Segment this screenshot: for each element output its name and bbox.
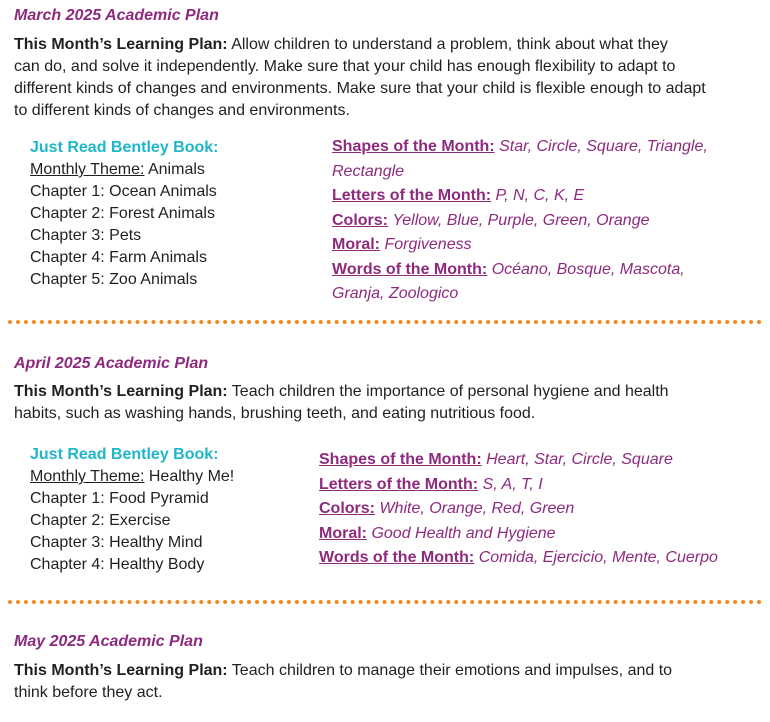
april-plan-line-2: habits, such as washing hands, brushing teeth, and eating nutritious food. xyxy=(14,405,536,422)
april-facts xyxy=(319,448,718,571)
march-chapter-5: Chapter 5: Zoo Animals xyxy=(30,271,198,288)
march-words-label: Words of the Month: xyxy=(332,260,488,278)
april-book xyxy=(30,444,234,576)
march-words xyxy=(332,258,708,283)
march-plan-line-3: different kinds of changes and environments. Make sure that your child is flexible enough to adapt xyxy=(14,80,706,97)
march-letters xyxy=(332,184,708,209)
march-shapes-value: Star, Circle, Square, Triangle, xyxy=(499,138,708,155)
march-learning-plan xyxy=(14,34,766,122)
march-theme-label: Monthly Theme: xyxy=(30,161,145,178)
april-learning-plan xyxy=(14,381,766,425)
march-letters-value: P, N, C, K, E xyxy=(495,187,585,204)
april-words xyxy=(319,546,718,571)
april-moral xyxy=(319,522,718,547)
april-letters-label: Letters of the Month: xyxy=(319,475,479,493)
section-divider xyxy=(8,600,762,604)
may-title: May 2025 Academic Plan xyxy=(14,633,203,650)
march-moral-value: Forgiveness xyxy=(384,236,472,253)
march-plan-line-4: to different kinds of changes and environments. xyxy=(14,102,350,119)
april-theme xyxy=(30,466,234,488)
march-words-value-cont: Granja, Zoologico xyxy=(332,285,459,302)
april-title: April 2025 Academic Plan xyxy=(14,355,209,372)
april-colors-label: Colors: xyxy=(319,500,375,517)
march-book-title: Just Read Bentley Book: xyxy=(30,139,219,156)
april-plan-label: This Month’s Learning Plan: xyxy=(14,383,228,400)
march-theme-value: Animals xyxy=(147,161,205,178)
march-colors-value: Yellow, Blue, Purple, Green, Orange xyxy=(392,211,650,229)
april-chapter-1: Chapter 1: Food Pyramid xyxy=(30,490,209,507)
april-book-title: Just Read Bentley Book: xyxy=(30,446,219,463)
april-chapter-3: Chapter 3: Healthy Mind xyxy=(30,534,203,551)
march-book xyxy=(30,137,218,291)
march-moral xyxy=(332,233,708,258)
may-learning-plan xyxy=(14,660,766,704)
april-words-label: Words of the Month: xyxy=(319,549,475,566)
april-chapter-2: Chapter 2: Exercise xyxy=(30,512,171,529)
march-plan-label: This Month’s Learning Plan: xyxy=(14,36,228,53)
april-moral-value: Good Health and Hygiene xyxy=(371,524,556,542)
march-letters-label: Letters of the Month: xyxy=(332,187,492,204)
section-divider xyxy=(8,320,762,324)
march-chapter-4: Chapter 4: Farm Animals xyxy=(30,249,207,266)
april-moral-label: Moral: xyxy=(319,524,367,542)
april-letters-value: S, A, T, I xyxy=(482,475,543,493)
march-chapter-1: Chapter 1: Ocean Animals xyxy=(30,183,217,200)
march-colors-label: Colors: xyxy=(332,211,388,229)
may-plan-line-1: Teach children to manage their emotions and impulses, and to xyxy=(231,662,673,679)
march-theme xyxy=(30,159,218,181)
april-shapes-value: Heart, Star, Circle, Square xyxy=(486,451,673,468)
march-shapes-label: Shapes of the Month: xyxy=(332,138,495,155)
april-letters xyxy=(319,473,718,498)
march-shapes xyxy=(332,135,708,160)
march-title: March 2025 Academic Plan xyxy=(14,7,219,24)
april-shapes-label: Shapes of the Month: xyxy=(319,451,482,468)
march-facts xyxy=(332,135,708,307)
march-chapter-3: Chapter 3: Pets xyxy=(30,227,142,244)
may-plan-label: This Month’s Learning Plan: xyxy=(14,662,228,679)
april-colors xyxy=(319,497,718,522)
march-chapter-2: Chapter 2: Forest Animals xyxy=(30,205,215,222)
april-chapter-4: Chapter 4: Healthy Body xyxy=(30,556,205,573)
march-moral-label: Moral: xyxy=(332,236,380,253)
march-shapes-value-cont: Rectangle xyxy=(332,162,405,180)
may-plan-line-2: think before they act. xyxy=(14,684,163,701)
april-theme-value: Healthy Me! xyxy=(148,468,235,485)
april-plan-line-1: Teach children the importance of personal hygiene and health xyxy=(231,383,669,400)
april-colors-value: White, Orange, Red, Green xyxy=(379,500,575,517)
april-words-value: Comida, Ejercicio, Mente, Cuerpo xyxy=(478,549,718,566)
march-words-value: Océano, Bosque, Mascota, xyxy=(491,260,685,278)
march-plan-line-1: Allow children to understand a problem, think about what they xyxy=(231,36,668,53)
april-shapes xyxy=(319,448,718,473)
april-theme-label: Monthly Theme: xyxy=(30,468,145,485)
march-colors xyxy=(332,209,708,234)
march-plan-line-2: can do, and solve it independently. Make sure that your child has enough flexibility to adapt to xyxy=(14,58,676,75)
